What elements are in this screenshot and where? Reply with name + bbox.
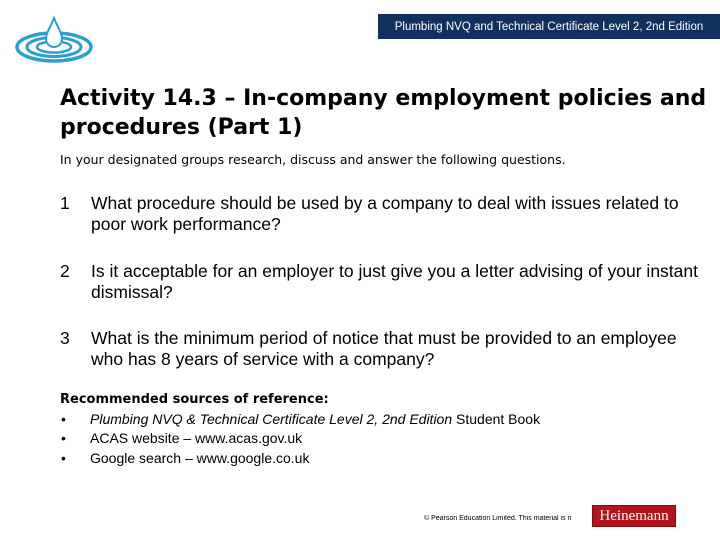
- course-banner: [378, 14, 720, 39]
- bullet-icon: •: [61, 449, 66, 466]
- reference-item: [60, 410, 700, 430]
- question-text: What procedure should be used by a company to deal with issues related to poor work performance?: [91, 193, 679, 234]
- reference-text: [90, 410, 540, 430]
- question-number: 3: [60, 328, 70, 348]
- reference-book-title: Plumbing NVQ & Technical Certificate Level 2, 2nd Edition: [90, 410, 453, 427]
- question-item: [60, 328, 710, 370]
- water-drop-logo-icon: [14, 14, 94, 70]
- question-number: 2: [60, 261, 70, 281]
- publisher-name: Heinemann: [599, 507, 669, 524]
- question-text: What is the minimum period of notice that must be provided to an employee who has 8 years of service with a company?: [91, 328, 677, 369]
- reference-item: [60, 429, 700, 449]
- references-section: [60, 390, 700, 468]
- copyright-notice: © Pearson Education Limited. This material is n: [424, 515, 572, 522]
- reference-item: [60, 449, 700, 469]
- references-heading: Recommended sources of reference:: [60, 392, 329, 407]
- course-banner-text: Plumbing NVQ and Technical Certificate Level 2, 2nd Edition: [394, 20, 704, 33]
- bullet-icon: •: [61, 430, 66, 446]
- question-number: 1: [60, 193, 70, 213]
- question-item: [60, 261, 710, 303]
- reference-text: ACAS website – www.acas.gov.uk: [90, 430, 303, 446]
- page-title: Activity 14.3 – In-company employment policies and procedures (Part 1): [60, 86, 707, 140]
- publisher-logo: [592, 505, 676, 527]
- question-item: [60, 193, 710, 235]
- intro-text: In your designated groups research, discuss and answer the following questions.: [60, 152, 566, 167]
- reference-book-suffix: Student Book: [452, 410, 541, 427]
- reference-text: Google search – www.google.co.uk: [90, 449, 310, 466]
- question-text: Is it acceptable for an employer to just give you a letter advising of your instant dismissal?: [91, 261, 698, 302]
- bullet-icon: •: [61, 410, 66, 427]
